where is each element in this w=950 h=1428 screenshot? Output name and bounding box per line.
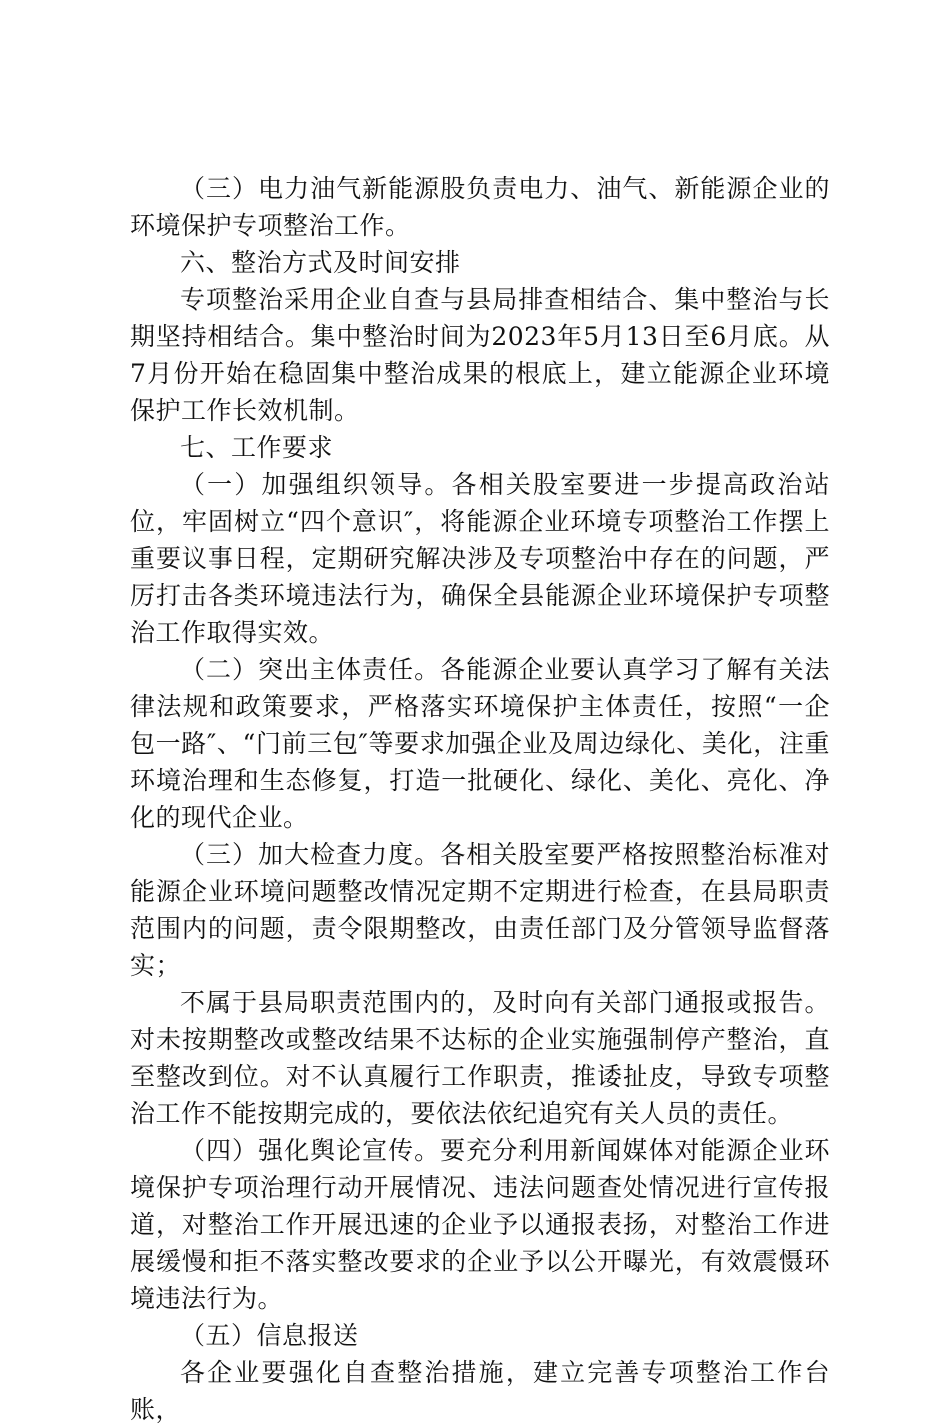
paragraph-publicity: （四）强化舆论宣传。要充分利用新闻媒体对能源企业环境保护专项治理行动开展情况、违法问题查处情况进行宣传报道，对整治工作开展迅速的企业予以通报表扬，对整治工作进展缓慢和拒不落实整改要求的企业予以公开曝光，有效震慑环境违法行为。 xyxy=(130,1136,830,1313)
paragraph-reporting-rectification: 不属于县局职责范围内的，及时向有关部门通报或报告。对未按期整改或整改结果不达标的企业实施强制停产整治，直至整改到位。对不认真履行工作职责，推诿扯皮，导致专项整治工作不能按期完成的，要依法依纪追究有关人员的责任。 xyxy=(130,988,830,1128)
paragraph-responsibility-energy: （三）电力油气新能源股负责电力、油气、新能源企业的环境保护专项整治工作。 xyxy=(130,174,830,240)
document-body xyxy=(130,170,830,1428)
paragraph-main-responsibility: （二）突出主体责任。各能源企业要认真学习了解有关法律法规和政策要求，严格落实环境保护主体责任，按照“一企包一路″、“门前三包″等要求加强企业及周边绿化、美化，注重环境治理和生态修复，打造一批硬化、绿化、美化、亮化、净化的现代企业。 xyxy=(130,655,830,832)
section-heading-work-requirements: 七、工作要求 xyxy=(180,433,334,462)
paragraph-info-reporting: 各企业要强化自查整治措施，建立完善专项整治工作台账， xyxy=(130,1358,830,1424)
subsection-heading-info-reporting: （五）信息报送 xyxy=(180,1321,359,1350)
section-heading-method-schedule: 六、整治方式及时间安排 xyxy=(180,248,461,277)
paragraph-schedule: 专项整治采用企业自查与县局排查相结合、集中整治与长期坚持相结合。集中整治时间为2023年5月13日至6月底。从7月份开始在稳固集中整治成果的根底上，建立能源企业环境保护工作长效机制。 xyxy=(130,285,830,425)
paragraph-leadership: （一）加强组织领导。各相关股室要进一步提高政治站位，牢固树立“四个意识″，将能源企业环境专项整治工作摆上重要议事日程，定期研究解决涉及专项整治中存在的问题，严厉打击各类环境违法行为，确保全县能源企业环境保护专项整治工作取得实效。 xyxy=(130,470,830,647)
paragraph-inspection: （三）加大检查力度。各相关股室要严格按照整治标准对能源企业环境问题整改情况定期不定期进行检查，在县局职责范围内的问题，责令限期整改，由责任部门及分管领导监督落实； xyxy=(130,840,830,980)
